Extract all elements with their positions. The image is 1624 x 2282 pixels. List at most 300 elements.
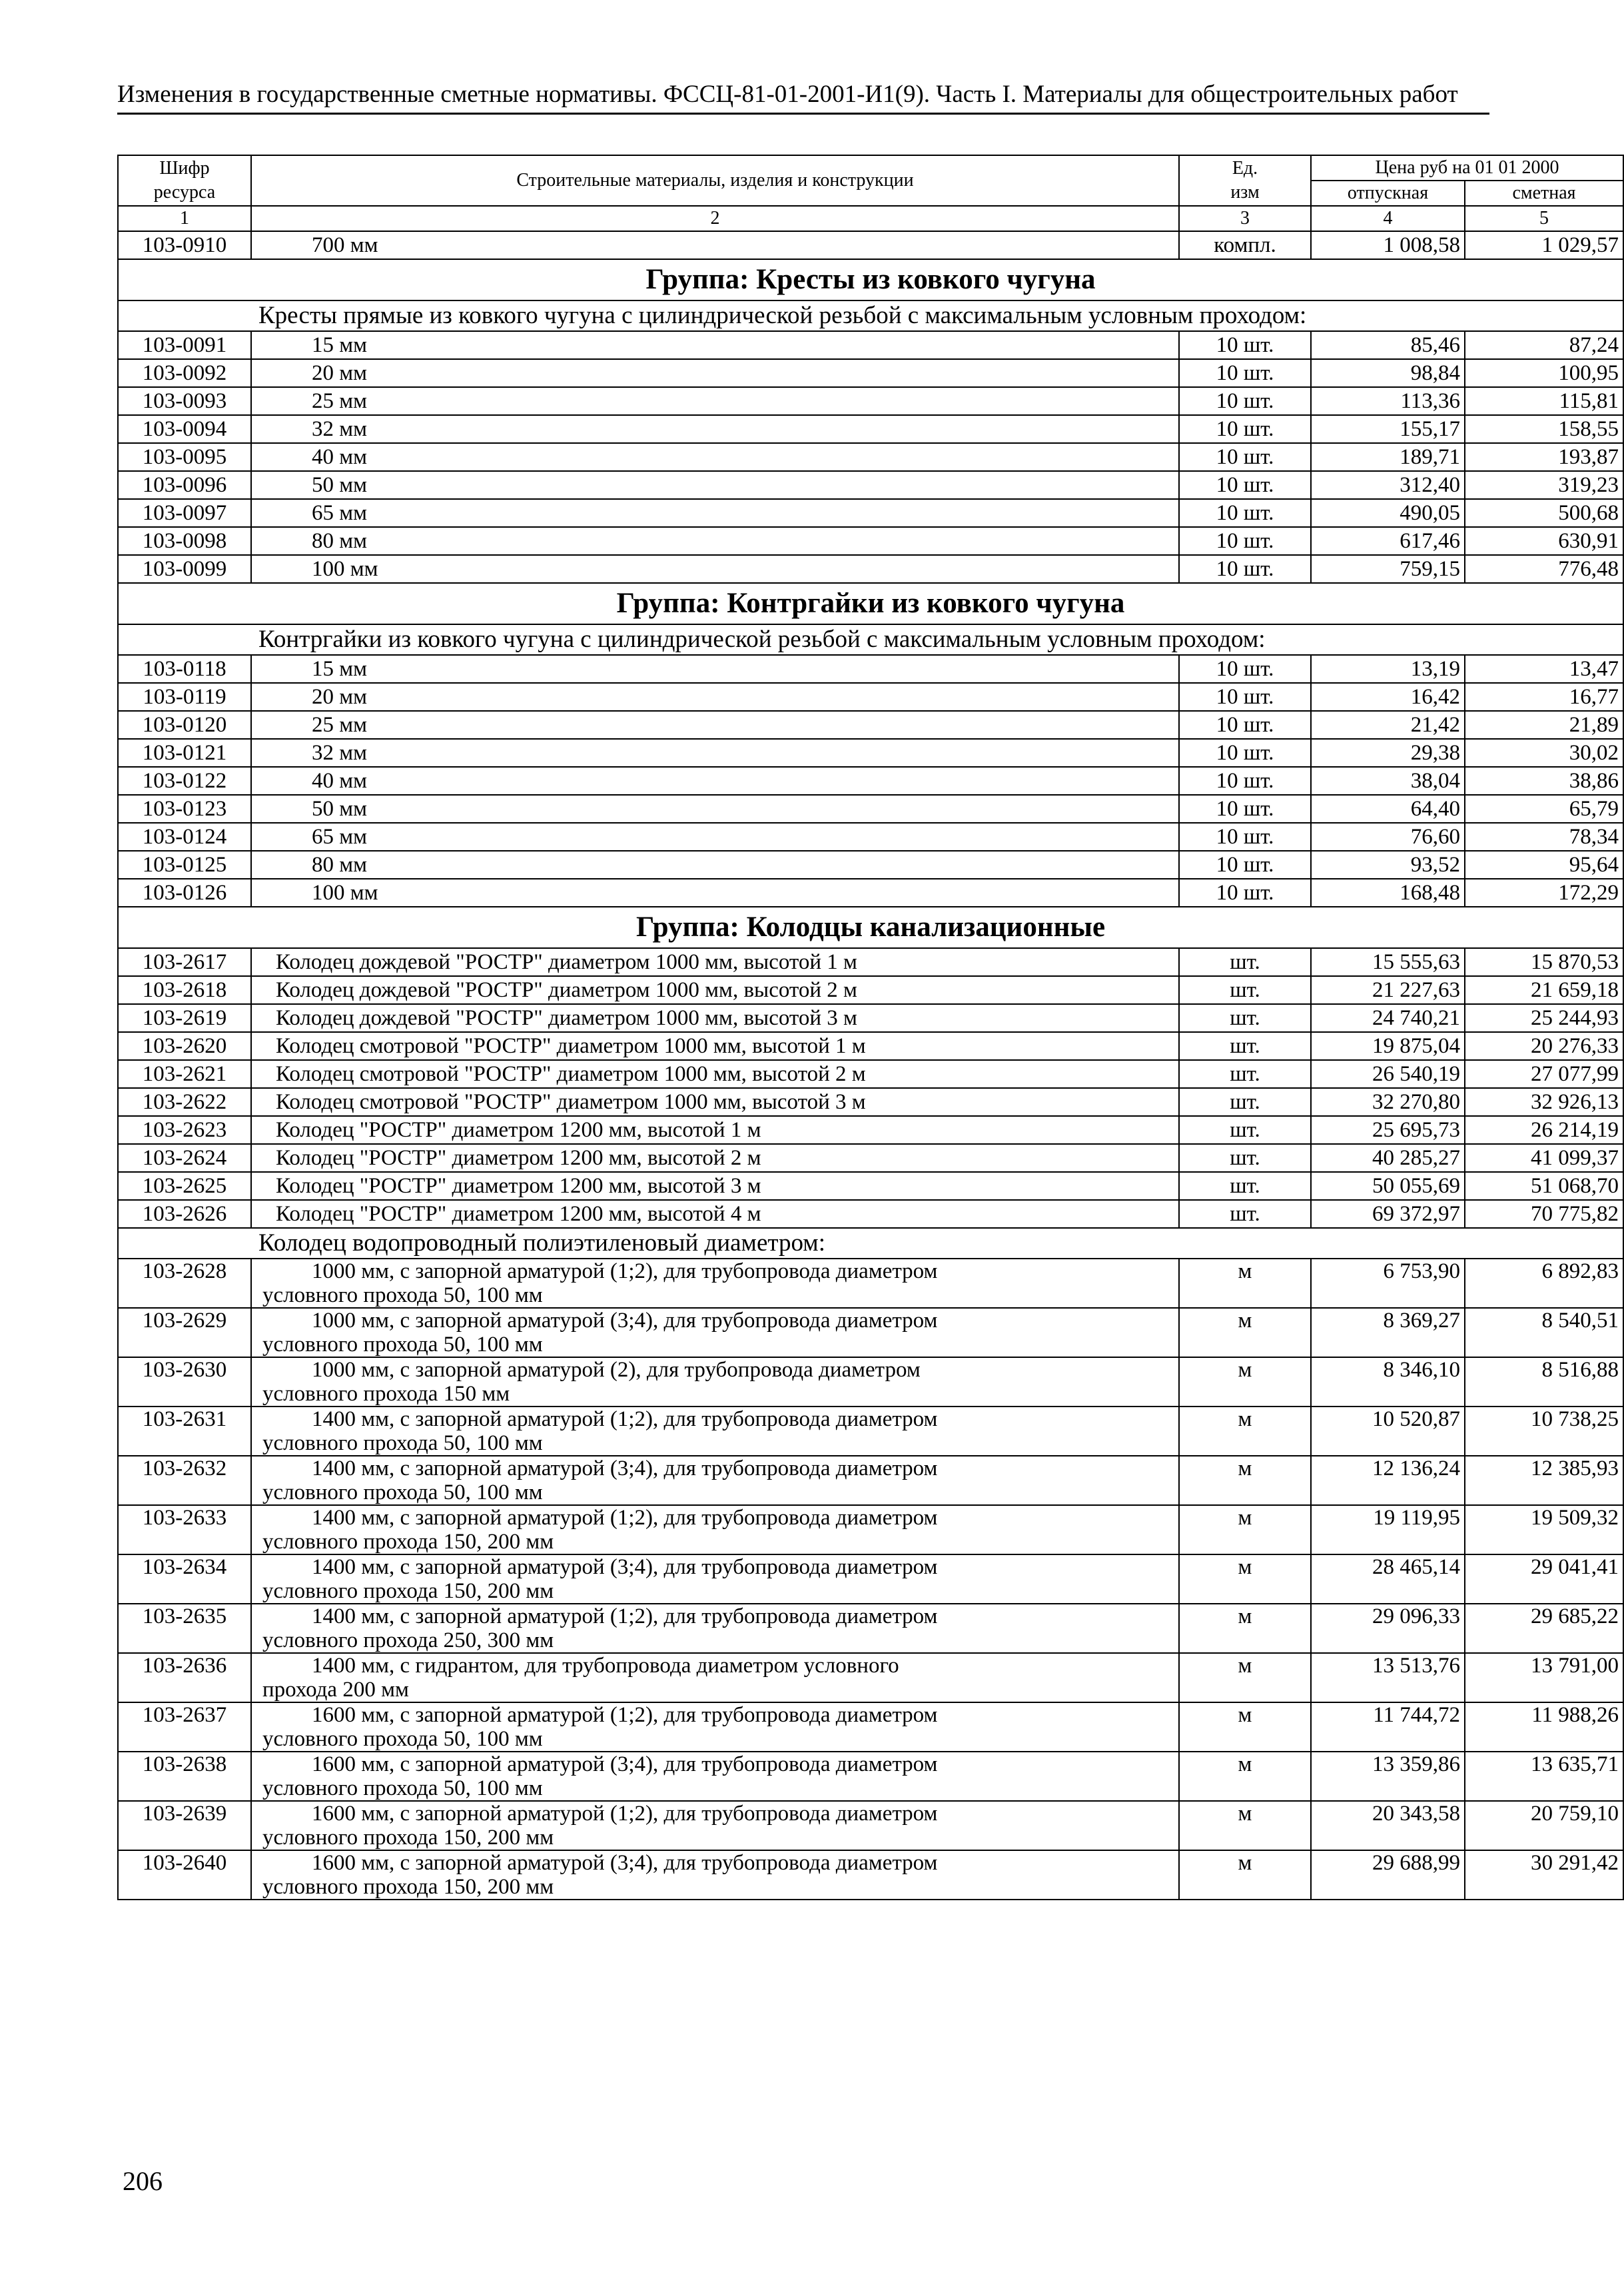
resource-code: 103-0125 xyxy=(118,851,251,879)
estimate-price: 51 068,70 xyxy=(1465,1172,1623,1200)
col-code-header: Шифр ресурса xyxy=(118,155,251,206)
material-name: 25 мм xyxy=(251,387,1179,415)
material-name-line1: 1000 мм, с запорной арматурой (3;4), для трубопровода диаметром xyxy=(312,1309,938,1333)
estimate-price: 27 077,99 xyxy=(1465,1060,1623,1088)
estimate-price: 21 659,18 xyxy=(1465,976,1623,1004)
group-title: Группа: Кресты из ковкого чугуна xyxy=(118,259,1623,300)
material-name: 20 мм xyxy=(251,683,1179,711)
unit: м xyxy=(1179,1456,1311,1505)
estimate-price: 95,64 xyxy=(1465,851,1623,879)
release-price: 189,71 xyxy=(1311,443,1465,471)
release-price: 12 136,24 xyxy=(1311,1456,1465,1505)
material-name xyxy=(251,1308,1179,1357)
material-name-line2: условного прохода 150, 200 мм xyxy=(262,1826,554,1850)
release-price: 15 555,63 xyxy=(1311,948,1465,976)
release-price: 8 369,27 xyxy=(1311,1308,1465,1357)
unit: 10 шт. xyxy=(1179,331,1311,359)
table-row xyxy=(118,1801,1623,1850)
resource-code: 103-2636 xyxy=(118,1653,251,1702)
table-row xyxy=(118,1308,1623,1357)
estimate-price: 29 041,41 xyxy=(1465,1554,1623,1604)
release-price: 20 343,58 xyxy=(1311,1801,1465,1850)
resource-code: 103-2637 xyxy=(118,1702,251,1752)
resource-code: 103-0091 xyxy=(118,331,251,359)
unit: 10 шт. xyxy=(1179,655,1311,683)
material-name: 25 мм xyxy=(251,711,1179,739)
resource-code: 103-0099 xyxy=(118,555,251,583)
table-row xyxy=(118,1505,1623,1554)
estimate-price: 776,48 xyxy=(1465,555,1623,583)
material-name: Колодец "РОСТР" диаметром 1200 мм, высотой 3 м xyxy=(251,1172,1179,1200)
material-name-line2: условного прохода 50, 100 мм xyxy=(262,1333,543,1357)
material-name: 15 мм xyxy=(251,331,1179,359)
table-row xyxy=(118,1357,1623,1407)
unit: 10 шт. xyxy=(1179,555,1311,583)
estimate-price: 38,86 xyxy=(1465,767,1623,795)
material-name: 65 мм xyxy=(251,823,1179,851)
estimate-price: 1 029,57 xyxy=(1465,231,1623,259)
group-row xyxy=(118,907,1623,948)
unit: 10 шт. xyxy=(1179,443,1311,471)
material-name xyxy=(251,1456,1179,1505)
material-name-line2: условного прохода 150, 200 мм xyxy=(262,1875,554,1899)
material-name xyxy=(251,1357,1179,1407)
material-name: 80 мм xyxy=(251,851,1179,879)
unit: шт. xyxy=(1179,948,1311,976)
table-row xyxy=(118,1172,1623,1200)
release-price: 32 270,80 xyxy=(1311,1088,1465,1116)
release-price: 11 744,72 xyxy=(1311,1702,1465,1752)
table-row xyxy=(118,387,1623,415)
estimate-price: 30 291,42 xyxy=(1465,1850,1623,1900)
material-name: Колодец смотровой "РОСТР" диаметром 1000 мм, высотой 3 м xyxy=(251,1088,1179,1116)
material-name xyxy=(251,1554,1179,1604)
table-row xyxy=(118,879,1623,907)
col-number: 4 xyxy=(1311,206,1465,231)
material-name xyxy=(251,1653,1179,1702)
resource-code: 103-2623 xyxy=(118,1116,251,1144)
unit: 10 шт. xyxy=(1179,499,1311,527)
resource-code: 103-2635 xyxy=(118,1604,251,1653)
table-row xyxy=(118,471,1623,499)
unit: м xyxy=(1179,1554,1311,1604)
resource-code: 103-2618 xyxy=(118,976,251,1004)
material-name-line1: 1400 мм, с запорной арматурой (3;4), для трубопровода диаметром xyxy=(312,1555,938,1579)
estimate-price: 41 099,37 xyxy=(1465,1144,1623,1172)
unit: шт. xyxy=(1179,1172,1311,1200)
unit: шт. xyxy=(1179,1200,1311,1228)
estimate-price: 13,47 xyxy=(1465,655,1623,683)
release-price: 24 740,21 xyxy=(1311,1004,1465,1032)
material-name-line1: 1400 мм, с запорной арматурой (1;2), для трубопровода диаметром xyxy=(312,1407,938,1431)
resource-code: 103-2629 xyxy=(118,1308,251,1357)
unit: 10 шт. xyxy=(1179,879,1311,907)
material-name: Колодец дождевой "РОСТР" диаметром 1000 мм, высотой 3 м xyxy=(251,1004,1179,1032)
material-name-line2: условного прохода 50, 100 мм xyxy=(262,1480,543,1504)
material-name: 15 мм xyxy=(251,655,1179,683)
material-name-line1: 1400 мм, с запорной арматурой (1;2), для трубопровода диаметром xyxy=(312,1506,938,1530)
table-row xyxy=(118,1653,1623,1702)
table-row xyxy=(118,655,1623,683)
material-name-line1: 1600 мм, с запорной арматурой (3;4), для трубопровода диаметром xyxy=(312,1752,938,1776)
unit: м xyxy=(1179,1259,1311,1308)
table-row xyxy=(118,527,1623,555)
resource-code: 103-0124 xyxy=(118,823,251,851)
resource-code: 103-2640 xyxy=(118,1850,251,1900)
table-row xyxy=(118,1144,1623,1172)
table-row xyxy=(118,1259,1623,1308)
group-row xyxy=(118,583,1623,624)
unit: 10 шт. xyxy=(1179,851,1311,879)
material-name-line2: условного прохода 50, 100 мм xyxy=(262,1431,543,1455)
material-name-line2: условного прохода 150, 200 мм xyxy=(262,1530,554,1554)
unit: шт. xyxy=(1179,1004,1311,1032)
material-name-line1: 1000 мм, с запорной арматурой (2), для трубопровода диаметром xyxy=(312,1358,921,1382)
release-price: 10 520,87 xyxy=(1311,1407,1465,1456)
release-price: 19 119,95 xyxy=(1311,1505,1465,1554)
release-price: 16,42 xyxy=(1311,683,1465,711)
release-price: 29 096,33 xyxy=(1311,1604,1465,1653)
table-header-row-1 xyxy=(118,155,1623,181)
release-price: 85,46 xyxy=(1311,331,1465,359)
table-row xyxy=(118,359,1623,387)
material-name: 32 мм xyxy=(251,415,1179,443)
material-name: 50 мм xyxy=(251,795,1179,823)
estimate-price: 319,23 xyxy=(1465,471,1623,499)
resource-code: 103-0122 xyxy=(118,767,251,795)
release-price: 759,15 xyxy=(1311,555,1465,583)
estimate-price: 193,87 xyxy=(1465,443,1623,471)
unit: шт. xyxy=(1179,1032,1311,1060)
unit: 10 шт. xyxy=(1179,795,1311,823)
table-row xyxy=(118,1554,1623,1604)
unit: м xyxy=(1179,1801,1311,1850)
material-name-line2: условного прохода 50, 100 мм xyxy=(262,1727,543,1751)
release-price: 21,42 xyxy=(1311,711,1465,739)
estimate-price: 87,24 xyxy=(1465,331,1623,359)
table-row xyxy=(118,711,1623,739)
estimate-price: 21,89 xyxy=(1465,711,1623,739)
estimate-price: 15 870,53 xyxy=(1465,948,1623,976)
material-name: Колодец дождевой "РОСТР" диаметром 1000 мм, высотой 2 м xyxy=(251,976,1179,1004)
material-name xyxy=(251,1850,1179,1900)
estimate-price: 500,68 xyxy=(1465,499,1623,527)
resource-code: 103-0097 xyxy=(118,499,251,527)
release-price: 29,38 xyxy=(1311,739,1465,767)
estimate-price: 12 385,93 xyxy=(1465,1456,1623,1505)
estimate-price: 65,79 xyxy=(1465,795,1623,823)
unit: 10 шт. xyxy=(1179,739,1311,767)
subgroup-row xyxy=(118,624,1623,655)
material-name-line1: 1000 мм, с запорной арматурой (1;2), для трубопровода диаметром xyxy=(312,1259,938,1283)
col-estimate-header: сметная xyxy=(1465,181,1623,206)
group-row xyxy=(118,259,1623,300)
material-name: 40 мм xyxy=(251,443,1179,471)
resource-code: 103-2619 xyxy=(118,1004,251,1032)
unit: 10 шт. xyxy=(1179,471,1311,499)
material-name-line2: прохода 200 мм xyxy=(262,1678,409,1702)
table-row xyxy=(118,1060,1623,1088)
material-name-line1: 1600 мм, с запорной арматурой (1;2), для трубопровода диаметром xyxy=(312,1802,938,1826)
estimate-price: 630,91 xyxy=(1465,527,1623,555)
table-body xyxy=(118,231,1623,1900)
material-name-line2: условного прохода 50, 100 мм xyxy=(262,1776,543,1800)
table-row xyxy=(118,331,1623,359)
col-number: 2 xyxy=(251,206,1179,231)
resource-code: 103-0121 xyxy=(118,739,251,767)
table-row xyxy=(118,823,1623,851)
resource-code: 103-2638 xyxy=(118,1752,251,1801)
material-name: 40 мм xyxy=(251,767,1179,795)
estimate-price: 19 509,32 xyxy=(1465,1505,1623,1554)
release-price: 13 359,86 xyxy=(1311,1752,1465,1801)
material-name xyxy=(251,1407,1179,1456)
material-name-line2: условного прохода 150 мм xyxy=(262,1382,510,1406)
estimate-price: 20 759,10 xyxy=(1465,1801,1623,1850)
material-name: Колодец "РОСТР" диаметром 1200 мм, высотой 2 м xyxy=(251,1144,1179,1172)
estimate-price: 30,02 xyxy=(1465,739,1623,767)
resource-code: 103-2620 xyxy=(118,1032,251,1060)
resource-code: 103-2626 xyxy=(118,1200,251,1228)
resource-code: 103-0123 xyxy=(118,795,251,823)
resource-code: 103-2634 xyxy=(118,1554,251,1604)
release-price: 98,84 xyxy=(1311,359,1465,387)
unit: шт. xyxy=(1179,1060,1311,1088)
material-name: 700 мм xyxy=(251,231,1179,259)
release-price: 69 372,97 xyxy=(1311,1200,1465,1228)
unit: м xyxy=(1179,1850,1311,1900)
unit: 10 шт. xyxy=(1179,683,1311,711)
subgroup-title: Контргайки из ковкого чугуна с цилиндрической резьбой с максимальным условным проходом: xyxy=(118,624,1623,655)
material-name xyxy=(251,1702,1179,1752)
material-name xyxy=(251,1259,1179,1308)
col-name-header: Строительные материалы, изделия и конструкции xyxy=(251,155,1179,206)
unit: м xyxy=(1179,1702,1311,1752)
table-row xyxy=(118,1850,1623,1900)
material-name: Колодец дождевой "РОСТР" диаметром 1000 мм, высотой 1 м xyxy=(251,948,1179,976)
material-name: 100 мм xyxy=(251,555,1179,583)
material-name-line1: 1600 мм, с запорной арматурой (1;2), для трубопровода диаметром xyxy=(312,1703,938,1727)
table-row xyxy=(118,767,1623,795)
table-row xyxy=(118,1200,1623,1228)
release-price: 64,40 xyxy=(1311,795,1465,823)
release-price: 1 008,58 xyxy=(1311,231,1465,259)
price-table xyxy=(117,155,1624,1900)
group-title: Группа: Контргайки из ковкого чугуна xyxy=(118,583,1623,624)
material-name: 50 мм xyxy=(251,471,1179,499)
estimate-price: 25 244,93 xyxy=(1465,1004,1623,1032)
unit: 10 шт. xyxy=(1179,415,1311,443)
table-row xyxy=(118,1752,1623,1801)
table-row xyxy=(118,851,1623,879)
estimate-price: 8 516,88 xyxy=(1465,1357,1623,1407)
release-price: 13 513,76 xyxy=(1311,1653,1465,1702)
estimate-price: 32 926,13 xyxy=(1465,1088,1623,1116)
table-row xyxy=(118,1407,1623,1456)
resource-code: 103-0126 xyxy=(118,879,251,907)
col-number: 3 xyxy=(1179,206,1311,231)
resource-code: 103-2632 xyxy=(118,1456,251,1505)
resource-code: 103-2631 xyxy=(118,1407,251,1456)
unit: м xyxy=(1179,1407,1311,1456)
estimate-price: 10 738,25 xyxy=(1465,1407,1623,1456)
unit: м xyxy=(1179,1752,1311,1801)
resource-code: 103-0094 xyxy=(118,415,251,443)
material-name: 100 мм xyxy=(251,879,1179,907)
resource-code: 103-0095 xyxy=(118,443,251,471)
resource-code: 103-2622 xyxy=(118,1088,251,1116)
table-row xyxy=(118,1116,1623,1144)
table-row xyxy=(118,1088,1623,1116)
release-price: 29 688,99 xyxy=(1311,1850,1465,1900)
release-price: 38,04 xyxy=(1311,767,1465,795)
header-title: Изменения в государственные сметные нормативы. ФССЦ-81-01-2001-И1(9). Часть I. Материалы для общестроительных работ xyxy=(117,81,1458,108)
unit: шт. xyxy=(1179,976,1311,1004)
unit: м xyxy=(1179,1308,1311,1357)
unit: м xyxy=(1179,1653,1311,1702)
estimate-price: 13 635,71 xyxy=(1465,1752,1623,1801)
estimate-price: 158,55 xyxy=(1465,415,1623,443)
material-name: Колодец смотровой "РОСТР" диаметром 1000 мм, высотой 1 м xyxy=(251,1032,1179,1060)
release-price: 25 695,73 xyxy=(1311,1116,1465,1144)
estimate-price: 100,95 xyxy=(1465,359,1623,387)
release-price: 93,52 xyxy=(1311,851,1465,879)
release-price: 28 465,14 xyxy=(1311,1554,1465,1604)
release-price: 26 540,19 xyxy=(1311,1060,1465,1088)
resource-code: 103-2617 xyxy=(118,948,251,976)
material-name: 80 мм xyxy=(251,527,1179,555)
page-number: 206 xyxy=(123,2166,163,2196)
material-name-line1: 1400 мм, с гидрантом, для трубопровода диаметром условного xyxy=(312,1654,899,1678)
estimate-price: 29 685,22 xyxy=(1465,1604,1623,1653)
release-price: 312,40 xyxy=(1311,471,1465,499)
release-price: 6 753,90 xyxy=(1311,1259,1465,1308)
resource-code: 103-0120 xyxy=(118,711,251,739)
unit: 10 шт. xyxy=(1179,387,1311,415)
release-price: 40 285,27 xyxy=(1311,1144,1465,1172)
unit: м xyxy=(1179,1505,1311,1554)
material-name: Колодец "РОСТР" диаметром 1200 мм, высотой 4 м xyxy=(251,1200,1179,1228)
unit: шт. xyxy=(1179,1144,1311,1172)
resource-code: 103-2624 xyxy=(118,1144,251,1172)
table-row xyxy=(118,795,1623,823)
material-name-line2: условного прохода 50, 100 мм xyxy=(262,1283,543,1307)
col-price-header: Цена руб на 01 01 2000 xyxy=(1311,155,1623,181)
material-name: 32 мм xyxy=(251,739,1179,767)
resource-code: 103-0119 xyxy=(118,683,251,711)
unit: 10 шт. xyxy=(1179,527,1311,555)
material-name xyxy=(251,1505,1179,1554)
material-name xyxy=(251,1801,1179,1850)
resource-code: 103-0096 xyxy=(118,471,251,499)
table-row xyxy=(118,499,1623,527)
estimate-price: 78,34 xyxy=(1465,823,1623,851)
unit: 10 шт. xyxy=(1179,359,1311,387)
material-name xyxy=(251,1752,1179,1801)
col-number: 1 xyxy=(118,206,251,231)
table-row xyxy=(118,1702,1623,1752)
release-price: 76,60 xyxy=(1311,823,1465,851)
release-price: 168,48 xyxy=(1311,879,1465,907)
release-price: 617,46 xyxy=(1311,527,1465,555)
release-price: 19 875,04 xyxy=(1311,1032,1465,1060)
release-price: 490,05 xyxy=(1311,499,1465,527)
resource-code: 103-0093 xyxy=(118,387,251,415)
unit: 10 шт. xyxy=(1179,711,1311,739)
resource-code: 103-0092 xyxy=(118,359,251,387)
resource-code: 103-0098 xyxy=(118,527,251,555)
unit: шт. xyxy=(1179,1116,1311,1144)
resource-code: 103-2625 xyxy=(118,1172,251,1200)
release-price: 155,17 xyxy=(1311,415,1465,443)
unit: шт. xyxy=(1179,1088,1311,1116)
release-price: 13,19 xyxy=(1311,655,1465,683)
release-price: 8 346,10 xyxy=(1311,1357,1465,1407)
unit: 10 шт. xyxy=(1179,823,1311,851)
table-row xyxy=(118,683,1623,711)
estimate-price: 26 214,19 xyxy=(1465,1116,1623,1144)
unit: 10 шт. xyxy=(1179,767,1311,795)
material-name: Колодец "РОСТР" диаметром 1200 мм, высотой 1 м xyxy=(251,1116,1179,1144)
subgroup-row xyxy=(118,300,1623,331)
col-unit-header: Ед. изм xyxy=(1179,155,1311,206)
col-number: 5 xyxy=(1465,206,1623,231)
estimate-price: 11 988,26 xyxy=(1465,1702,1623,1752)
material-name: 20 мм xyxy=(251,359,1179,387)
estimate-price: 6 892,83 xyxy=(1465,1259,1623,1308)
material-name-line2: условного прохода 150, 200 мм xyxy=(262,1579,554,1603)
subgroup-title: Колодец водопроводный полиэтиленовый диаметром: xyxy=(118,1228,1623,1259)
estimate-price: 8 540,51 xyxy=(1465,1308,1623,1357)
resource-code: 103-2628 xyxy=(118,1259,251,1308)
resource-code: 103-2639 xyxy=(118,1801,251,1850)
estimate-price: 16,77 xyxy=(1465,683,1623,711)
release-price: 113,36 xyxy=(1311,387,1465,415)
material-name-line1: 1600 мм, с запорной арматурой (3;4), для трубопровода диаметром xyxy=(312,1851,938,1875)
subgroup-title: Кресты прямые из ковкого чугуна с цилиндрической резьбой с максимальным условным проходом: xyxy=(118,300,1623,331)
material-name-line2: условного прохода 250, 300 мм xyxy=(262,1628,554,1652)
material-name xyxy=(251,1604,1179,1653)
table-row xyxy=(118,976,1623,1004)
group-title: Группа: Колодцы канализационные xyxy=(118,907,1623,948)
resource-code: 103-2621 xyxy=(118,1060,251,1088)
table-row xyxy=(118,443,1623,471)
material-name: Колодец смотровой "РОСТР" диаметром 1000 мм, высотой 2 м xyxy=(251,1060,1179,1088)
table-row xyxy=(118,555,1623,583)
release-price: 21 227,63 xyxy=(1311,976,1465,1004)
resource-code: 103-2630 xyxy=(118,1357,251,1407)
col-release-header: отпускная xyxy=(1311,181,1465,206)
unit: компл. xyxy=(1179,231,1311,259)
release-price: 50 055,69 xyxy=(1311,1172,1465,1200)
page-header xyxy=(117,79,1489,115)
table-row xyxy=(118,415,1623,443)
material-name-line1: 1400 мм, с запорной арматурой (3;4), для трубопровода диаметром xyxy=(312,1456,938,1480)
resource-code: 103-0118 xyxy=(118,655,251,683)
resource-code: 103-2633 xyxy=(118,1505,251,1554)
estimate-price: 115,81 xyxy=(1465,387,1623,415)
table-row xyxy=(118,1604,1623,1653)
estimate-price: 172,29 xyxy=(1465,879,1623,907)
table-row xyxy=(118,1032,1623,1060)
estimate-price: 70 775,82 xyxy=(1465,1200,1623,1228)
material-name: 65 мм xyxy=(251,499,1179,527)
unit: м xyxy=(1179,1357,1311,1407)
table-row xyxy=(118,231,1623,259)
table-row xyxy=(118,948,1623,976)
unit: м xyxy=(1179,1604,1311,1653)
table-row xyxy=(118,1004,1623,1032)
